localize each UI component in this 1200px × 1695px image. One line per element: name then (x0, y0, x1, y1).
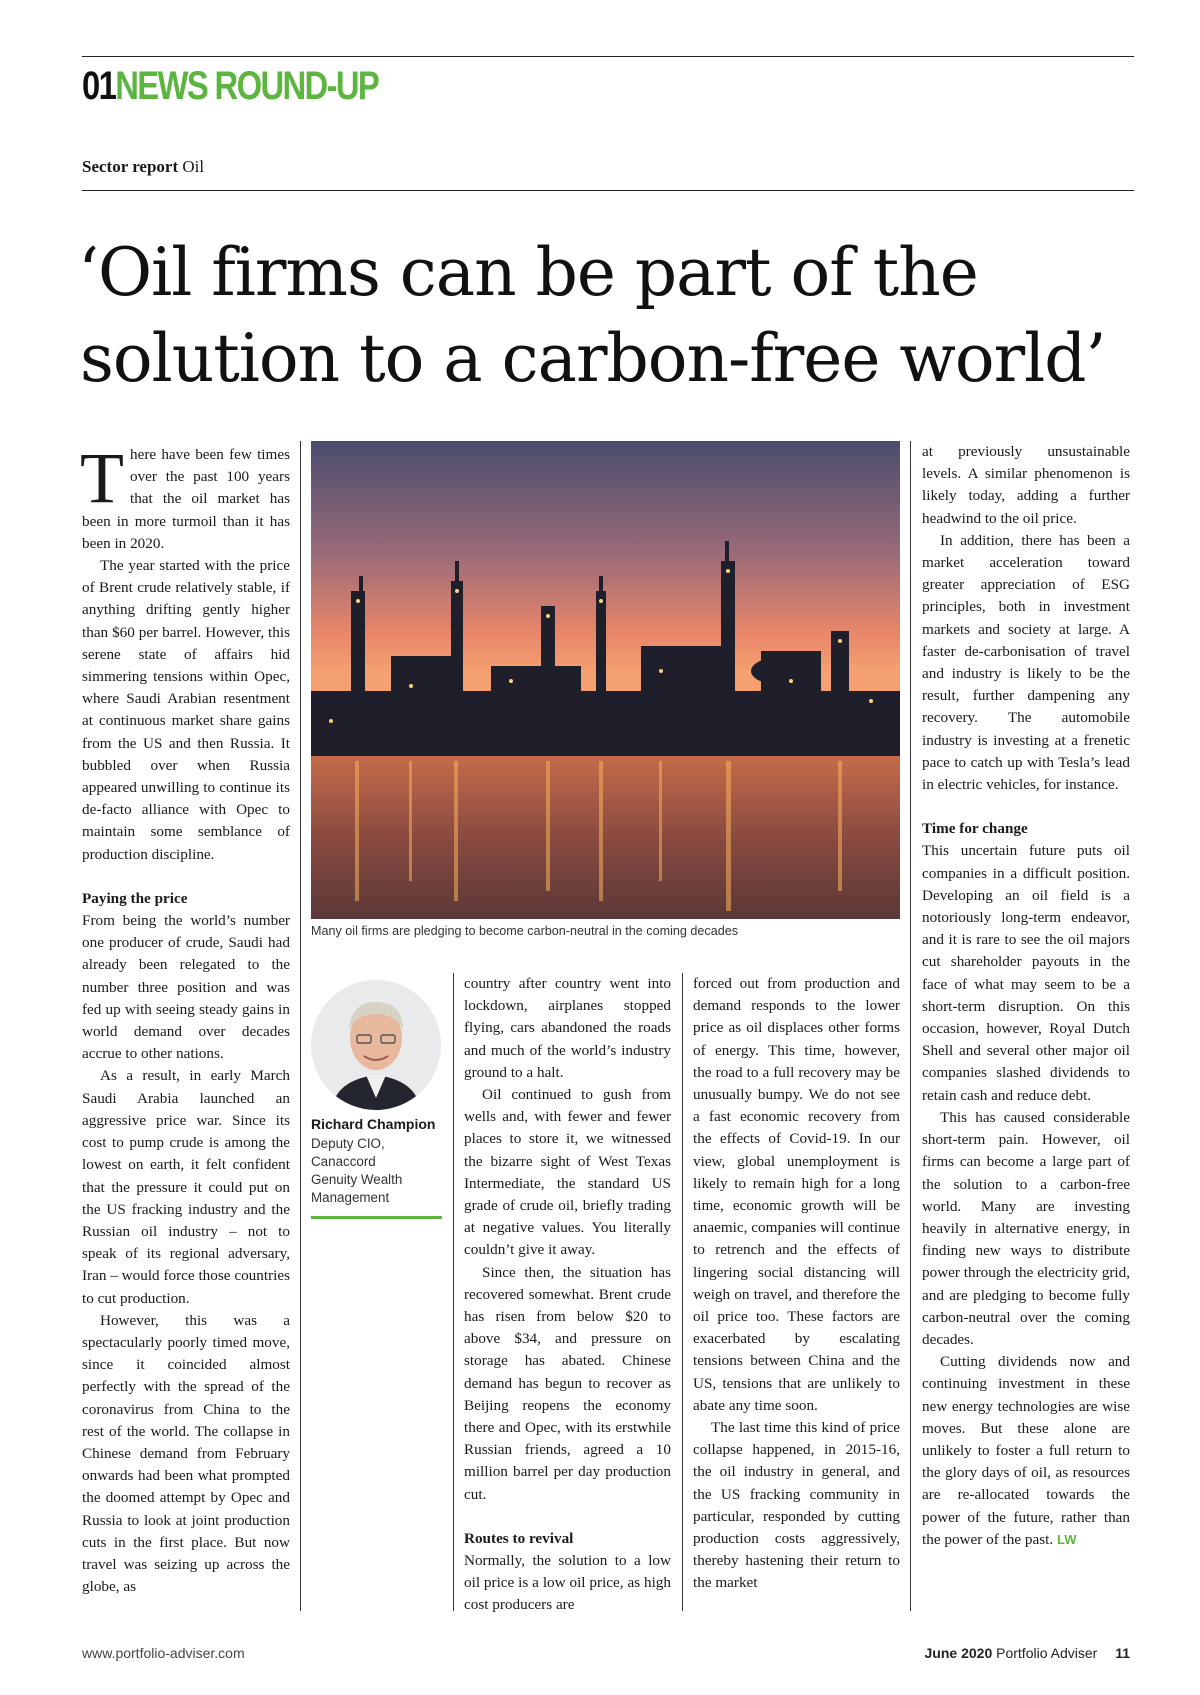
page-number: 11 (1115, 1645, 1130, 1661)
author-avatar (311, 980, 441, 1110)
headline-line-1: ‘Oil firms can be part of the (78, 234, 978, 311)
body-paragraph: The year started with the price of Brent crude relatively stable, if anything drifting gently higher than $60 per barrel. However, this serene state of affairs hid simmering tensions within Opec, where Saudi Arabian resentment at continuous market share gains from the US and then Russia. It bubbled over when Russia appeared unwilling to continue its de-facto alliance with Opec to maintain some semblance of production discipline. (82, 557, 290, 863)
body-paragraph: The last time this kind of price collapse happened, in 2015-16, the oil industry in general, and the US fracking community in particular, responded by cutting production costs aggressively, thereby hastening their return to the market (693, 1419, 900, 1592)
body-paragraph: However, this was a spectacularly poorly timed move, since it coincided almost perfectly with the spread of the coronavirus from China to the rest of the world. The collapse in Chinese demand from February onwards had been what prompted the doomed attempt by Opec and Russia to look at joint production cuts in the first place. But now travel was seizing up across the globe, as (82, 1311, 290, 1596)
body-paragraph: From being the world’s number one producer of crude, Saudi had already been relegated to the number three position and was fed up with seeing steady gains in world demand over decades accrue to other nations. (82, 912, 290, 1063)
author-role-line: Deputy CIO, (311, 1136, 385, 1151)
body-paragraph: Since then, the situation has recovered somewhat. Brent crude has risen from below $20 to above $34, and pressure on storage has abated. Chinese demand has begun to recover as Beijing reopens the economy there and Opec, with its erstwhile Russian friends, agreed a 10 million barrel per day production cut. (464, 1263, 671, 1503)
subheading: Routes to revival (464, 1529, 574, 1547)
body-paragraph: at previously unsustainable levels. A similar phenomenon is likely today, adding a further headwind to the oil price. (922, 443, 1130, 527)
footer-date: June 2020 (924, 1645, 993, 1661)
body-paragraph (922, 1351, 1130, 1551)
author-role-line: Management (311, 1190, 390, 1205)
author-role (311, 1135, 451, 1207)
column-divider (300, 441, 301, 1611)
column-3 (693, 973, 900, 1595)
photo-caption: Many oil firms are pledging to become carbon-neutral in the coming decades (311, 924, 739, 938)
kicker-topic: Oil (182, 157, 205, 176)
section-label: NEWS ROUND-UP (115, 64, 379, 108)
subheading: Paying the price (82, 889, 188, 907)
body-paragraph: This has caused considerable short-term pain. However, oil firms can become a large part of the solution to a carbon-free world. Many are investing heavily in alternative energy, in finding new ways to distribute power through the electricity grid, and are pledging to become fully carbon-neutral over the coming decades. (922, 1108, 1130, 1348)
body-paragraph: As a result, in early March Saudi Arabia launched an aggressive price war. Since its cost to pump crude is among the lowest on earth, it felt confident that the pressure it could put on the US fracking industry and the Russian oil industry – not to speak of its regional adversary, Iran – would force those countries to cut production. (82, 1067, 290, 1307)
body-paragraph: country after country went into lockdown, airplanes stopped flying, cars abandoned the roads and much of the world’s industry ground to a halt. (464, 975, 671, 1081)
intro-text: here have been few times over the past 100 years that the oil market has been in more turmoil than it has been in 2020. (82, 446, 290, 552)
footer-publication: Portfolio Adviser (996, 1645, 1098, 1661)
closing-text: Cutting dividends now and continuing investment in these new energy technologies are wise moves. But these alone are unlikely to foster a full return to the glory days of oil, as resources are re-allocated towards the power of the future, rather than the power of the past. (922, 1353, 1130, 1548)
section-number: 01 (82, 64, 116, 108)
column-2 (464, 973, 671, 1617)
column-divider (453, 973, 454, 1611)
column-divider (682, 973, 683, 1611)
column-divider (910, 441, 911, 1611)
author-name: Richard Champion (311, 1116, 436, 1132)
author-role-line: Canaccord (311, 1154, 376, 1169)
body-paragraph: Normally, the solution to a low oil price is a low oil price, as high cost producers are (464, 1552, 671, 1614)
signoff-mark: LW (1056, 1531, 1077, 1547)
refinery-photo (311, 441, 900, 919)
body-paragraph: This uncertain future puts oil companies in a difficult position. Developing an oil field is a notoriously long-term endeavor, and it is rare to see the oil majors cut shareholder payouts in the face of what may seem to be a short-term disruption. On this occasion, however, Royal Dutch Shell and several other major oil companies slashed dividends to retain cash and reduce debt. (922, 842, 1130, 1104)
kicker (82, 157, 204, 177)
headline-line-2: solution to a carbon-free world’ (80, 320, 1106, 397)
profile-accent-bar (311, 1216, 442, 1219)
body-paragraph: Oil continued to gush from wells and, with fewer and fewer places to store it, we witnessed the bizarre sight of West Texas Intermediate, the standard US grade of crude oil, briefly trading at negative values. You literally couldn’t give it away. (464, 1086, 671, 1259)
refinery-illustration (311, 441, 900, 919)
kicker-rule (82, 190, 1134, 191)
kicker-label: Sector report (82, 157, 179, 176)
drop-cap: T (80, 438, 124, 518)
section-tag (82, 64, 378, 108)
top-rule (82, 56, 1134, 57)
intro-paragraph (80, 438, 290, 555)
author-role-line: Genuity Wealth (311, 1172, 403, 1187)
subheading: Time for change (922, 820, 1028, 838)
body-paragraph: forced out from production and demand responds to the lower price as oil displaces other forms of energy. This time, however, the road to a full recovery may be unusually bumpy. We do not see a fast economic recovery from the effects of Covid-19. In our view, global unemployment is likely to remain high for a long time, economic growth will be anaemic, companies will continue to retrench and the effects of lingering social distancing will weigh on travel, and therefore the oil price too. These factors are exacerbated by escalating tensions between China and the US, tensions that are unlikely to abate any time soon. (693, 975, 900, 1414)
author-portrait (311, 980, 441, 1110)
column-1 (80, 438, 290, 1598)
footer-issue (925, 1645, 1130, 1661)
headline (78, 230, 1178, 402)
column-4 (922, 441, 1130, 1551)
footer-url[interactable]: www.portfolio-adviser.com (82, 1645, 245, 1661)
body-paragraph: In addition, there has been a market acceleration toward greater appreciation of ESG principles, both in investment markets and society at large. A faster de-carbonisation of travel and industry is likely to be the result, further dampening any recovery. The automobile industry is investing at a frenetic pace to catch up with Tesla’s lead in electric vehicles, for instance. (922, 531, 1130, 794)
